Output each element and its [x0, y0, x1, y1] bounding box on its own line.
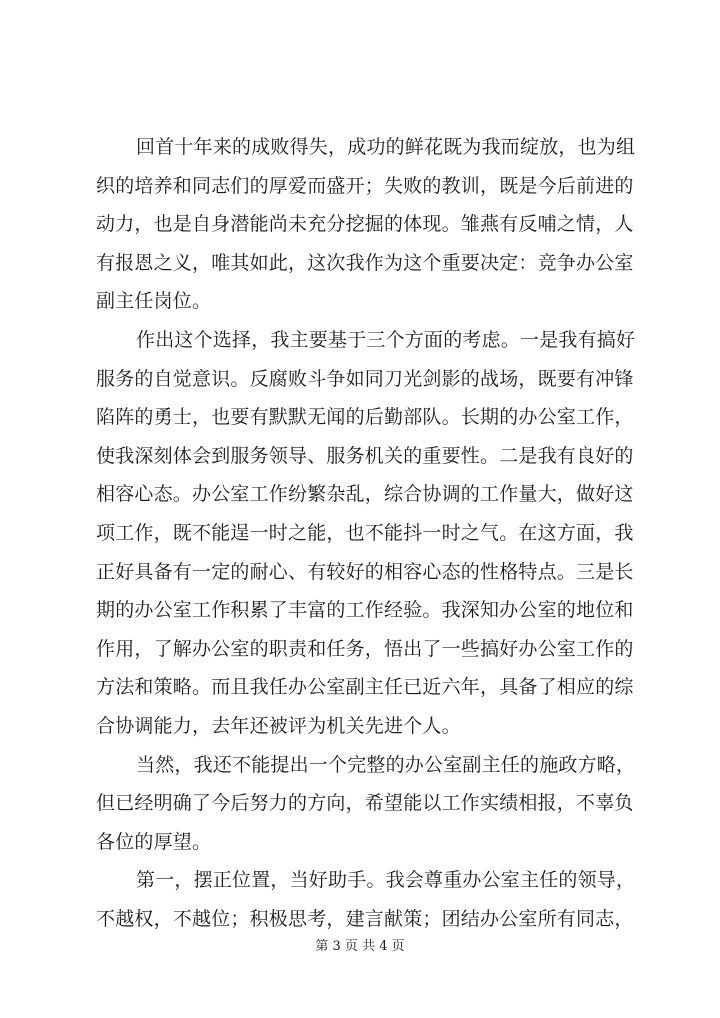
- paragraph-line: 相容心态。办公室工作纷繁杂乱，综合协调的工作量大，做好这: [96, 483, 634, 506]
- paragraph-line: 有报恩之义，唯其如此，这次我作为这个重要决定：竞争办公室: [96, 251, 634, 274]
- paragraph-line: 不越权，不越位；积极思考，建言献策；团结办公室所有同志，: [96, 907, 634, 930]
- paragraph-line: 织的培养和同志们的厚爱而盛开；失败的教训，既是今后前进的: [96, 174, 634, 197]
- paragraph-line: 项工作，既不能逞一时之能，也不能抖一时之气。在这方面，我: [96, 521, 634, 544]
- paragraph-line: 各位的厚望。: [96, 830, 212, 853]
- paragraph-line: 期的办公室工作积累了丰富的工作经验。我深知办公室的地位和: [96, 599, 634, 622]
- paragraph-line: 回首十年来的成败得失，成功的鲜花既为我而绽放，也为组: [136, 136, 636, 158]
- paragraph-line: 但已经明确了今后努力的方向，希望能以工作实绩相报，不辜负: [96, 792, 634, 815]
- paragraph-line: 陷阵的勇士，也要有默默无闻的后勤部队。长期的办公室工作，: [96, 406, 634, 429]
- paragraph-line: 合协调能力，去年还被评为机关先进个人。: [96, 714, 461, 737]
- paragraph-line: 正好具备有一定的耐心、有较好的相容心态的性格特点。三是长: [96, 560, 634, 583]
- paragraph-line: 动力，也是自身潜能尚未充分挖掘的体现。雏燕有反哺之情，人: [96, 213, 634, 236]
- paragraph-line: 作出这个选择，我主要基于三个方面的考虑。一是我有搞好: [136, 328, 636, 351]
- page-footer: 第 3 页 共 4 页: [315, 939, 405, 954]
- paragraph-line: 作用，了解办公室的职责和任务，悟出了一些搞好办公室工作的: [96, 637, 634, 660]
- document-body: [96, 128, 636, 938]
- paragraph-line: 使我深刻体会到服务领导、服务机关的重要性。二是我有良好的: [96, 444, 634, 467]
- paragraph-line: 服务的自觉意识。反腐败斗争如同刀光剑影的战场，既要有冲锋: [96, 367, 634, 390]
- paragraph-line: 副主任岗位。: [96, 290, 212, 313]
- paragraph-line: 当然，我还不能提出一个完整的办公室副主任的施政方略，: [136, 753, 636, 776]
- paragraph-line: 第一，摆正位置，当好助手。我会尊重办公室主任的领导，: [136, 869, 636, 892]
- paragraph-line: 方法和策略。而且我任办公室副主任已近六年，具备了相应的综: [96, 676, 634, 699]
